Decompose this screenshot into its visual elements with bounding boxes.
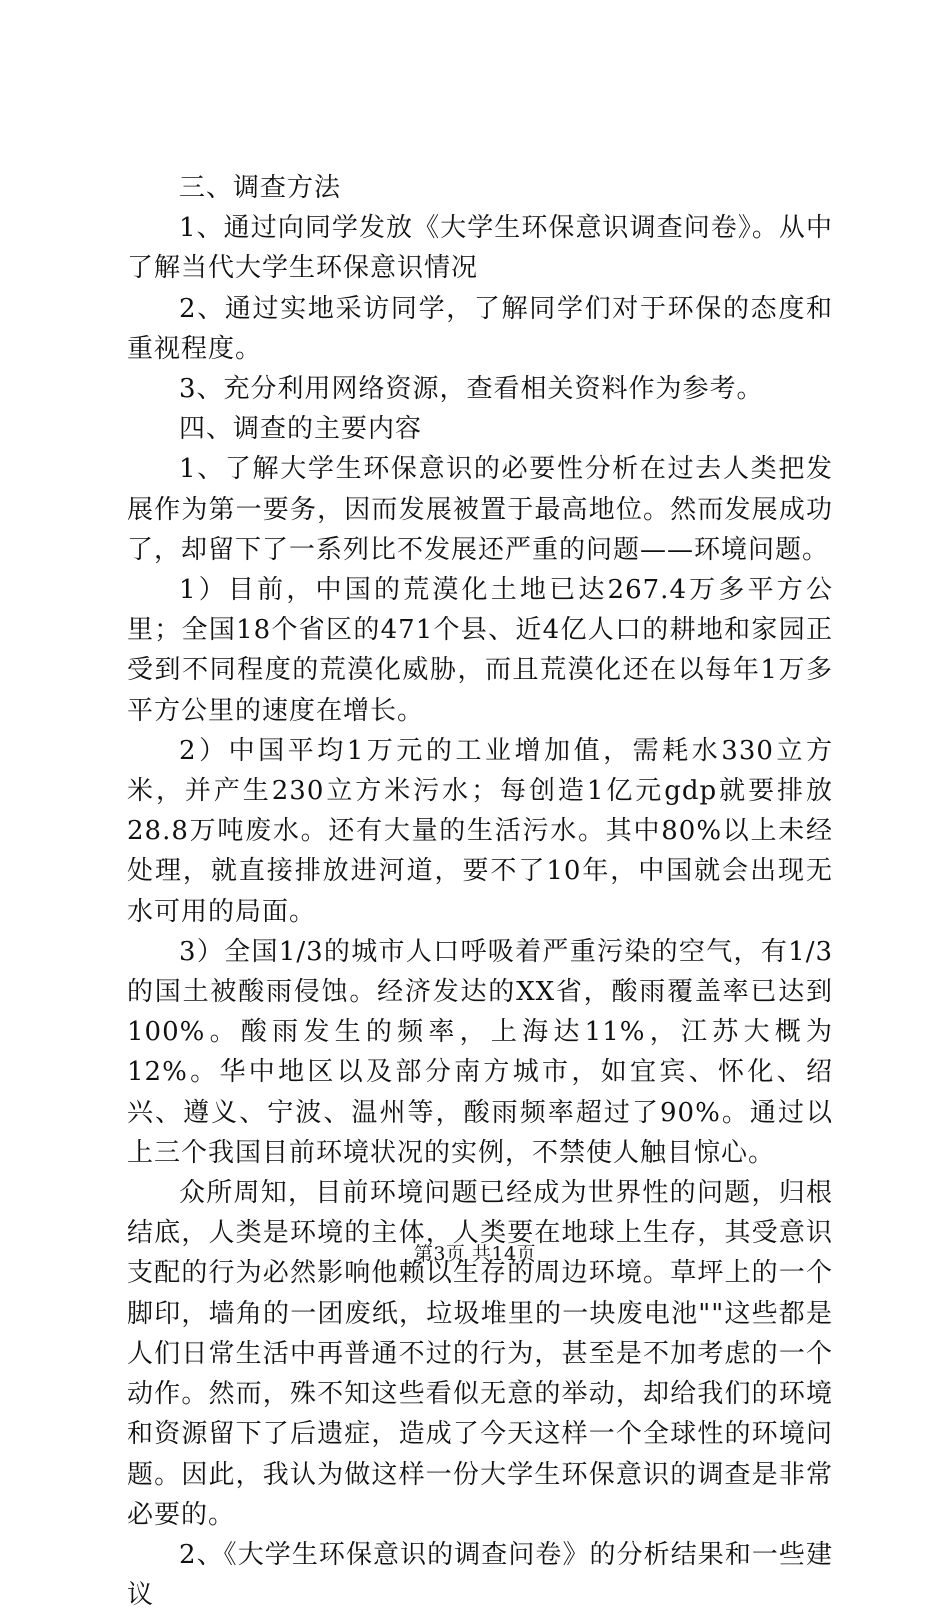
section-heading-methods: 三、调查方法 xyxy=(179,173,342,203)
content-item-1: 1、了解大学生环保意识的必要性分析在过去人类把发展作为第一要务，因而发展被置于最高地位。然而发展成功了，却留下了一系列比不发展还严重的问题——环境问题。 xyxy=(127,454,833,565)
fact-desertification: 1）目前，中国的荒漠化土地已达267.4万多平方公里；全国18个省区的471个县、近4亿人口的耕地和家园正受到不同程度的荒漠化威胁，而且荒漠化还在以每年1万多平方公里的速度在增长。 xyxy=(127,575,833,726)
method-item-2: 2、通过实地采访同学，了解同学们对于环保的态度和重视程度。 xyxy=(127,293,833,364)
fact-acid-rain: 3）全国1/3的城市人口呼吸着严重污染的空气，有1/3的国土被酸雨侵蚀。经济发达的XX省，酸雨覆盖率已达到100%。酸雨发生的频率，上海达11%，江苏大概为12%。华中地区以及部分南方城市，如宜宾、怀化、绍兴、遵义、宁波、温州等，酸雨频率超过了90%。通过以上三个我国目前环境状况的实例，不禁使人触目惊心。 xyxy=(127,936,833,1168)
discussion-paragraph: 众所周知，目前环境问题已经成为世界性的问题，归根结底，人类是环境的主体，人类要在地球上生存，其受意识支配的行为必然影响他赖以生存的周边环境。草坪上的一个脚印，墙角的一团废纸，垃圾堆里的一块废电池""这些都是人们日常生活中再普通不过的行为，甚至是不加考虑的一个动作。然而，殊不知这些看似无意的举动，却给我们的环境和资源留下了后遗症，造成了今天这样一个全球性的环境问题。因此，我认为做这样一份大学生环保意识的调查是非常必要的。 xyxy=(127,1178,833,1530)
method-item-1: 1、通过向同学发放《大学生环保意识调查问卷》。从中了解当代大学生环保意识情况 xyxy=(127,213,833,284)
page-number-footer: 第3页 共14页 xyxy=(413,1243,537,1265)
section-heading-content: 四、调查的主要内容 xyxy=(179,414,423,445)
method-item-3: 3、充分利用网络资源，查看相关资料作为参考。 xyxy=(179,374,764,405)
content-item-2: 2、《大学生环保意识的调查问卷》的分析结果和一些建议 xyxy=(127,1539,833,1611)
fact-water-pollution: 2）中国平均1万元的工业增加值，需耗水330立方米，并产生230立方米污水；每创造1亿元gdp就要排放28.8万吨废水。还有大量的生活污水。其中80%以上未经处理，就直接排放进河道，要不了10年，中国就会出现无水可用的局面。 xyxy=(127,735,833,927)
document-body xyxy=(127,168,833,1615)
